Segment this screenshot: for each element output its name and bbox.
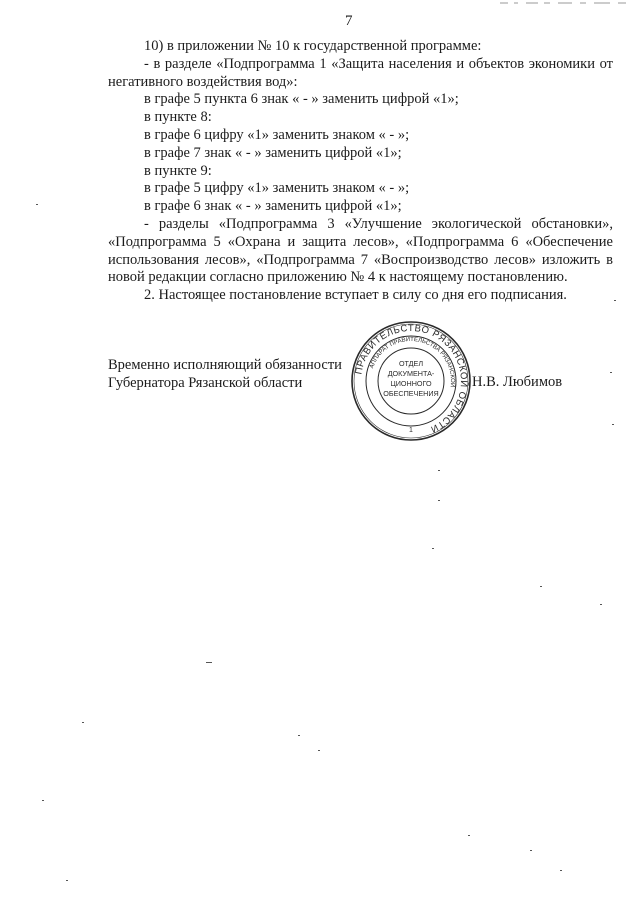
page-number: 7 xyxy=(345,13,353,29)
paragraph-sections-new-edition: - разделы «Подпрограмма 3 «Улучшение экологической обстановки», «Подпрограмма 5 «Охрана и защита лесов», «Подпрограмма 6 «Обеспечение использования лесов», «Подпрограмма 7 «Воспроизводство лесов» изложить в новой редакции согласно приложению № 4 к настоящему постановлению. xyxy=(108,215,613,286)
paragraph-point-8: в пункте 8: xyxy=(144,109,212,126)
paragraph-point-9: в пункте 9: xyxy=(144,162,212,179)
signatory-position-line2: Губернатора Рязанской области xyxy=(108,374,303,391)
stamp-center-line2: ДОКУМЕНТА- xyxy=(387,369,435,378)
stamp-inner-text: АППАРАТ ПРАВИТЕЛЬСТВА РЯЗАНСКОЙ xyxy=(369,336,456,388)
signatory-position-line1: Временно исполняющий обязанности xyxy=(108,357,342,373)
paragraph-item-10: 10) в приложении № 10 к государственной программе: xyxy=(144,38,482,54)
stamp-outer-text: ПРАВИТЕЛЬСТВО РЯЗАНСКОЙ ОБЛАСТИ xyxy=(353,322,470,435)
stamp-center-line4: ОБЕСПЕЧЕНИЯ xyxy=(383,389,439,398)
paragraph-section-subprogram-1: - в разделе «Подпрограмма 1 «Защита населения и объектов экономики от негативного воздействия вод»: xyxy=(108,55,613,90)
official-stamp xyxy=(348,318,474,444)
stamp-center-line1: ОТДЕЛ xyxy=(398,359,424,368)
paragraph-column6-change-2: в графе 6 знак « - » заменить цифрой «1»; xyxy=(144,198,402,215)
paragraph-column5-point6: в графе 5 пункта 6 знак « - » заменить цифрой «1»; xyxy=(144,91,459,108)
document-body xyxy=(108,38,613,305)
scan-header-marks xyxy=(500,0,640,6)
paragraph-effective-date: 2. Настоящее постановление вступает в силу со дня его подписания. xyxy=(144,287,567,304)
paragraph-column6-change: в графе 6 цифру «1» заменить знаком « - »; xyxy=(144,126,410,143)
paragraph-column5-change: в графе 5 цифру «1» заменить знаком « - »; xyxy=(144,180,410,197)
paragraph-column7-change: в графе 7 знак « - » заменить цифрой «1»; xyxy=(144,144,402,161)
signatory-name: Н.В. Любимов xyxy=(472,374,563,390)
stamp-center-line3: ЦИОННОГО xyxy=(390,379,432,388)
stamp-number: 1 xyxy=(409,427,413,434)
